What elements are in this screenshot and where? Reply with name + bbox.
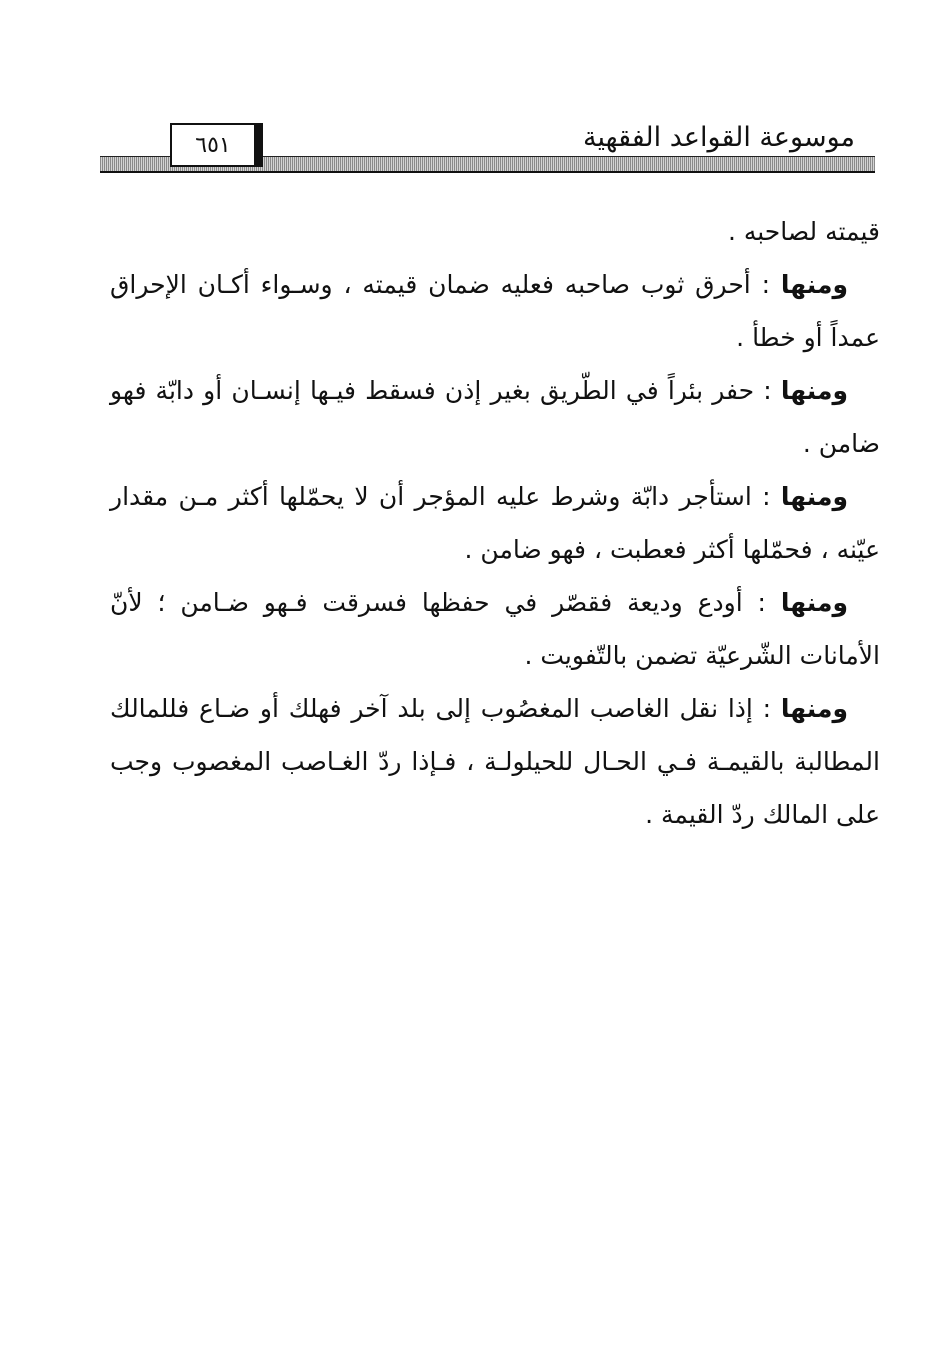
paragraph-text: : استأجر دابّة وشرط عليه المؤجر أن لا يحمّلها أكثر مـن مقدار عيّنه ، فحمّلها أكثر فعطبت ، فهو ضامن . [110, 482, 880, 564]
page-number: ٦٥١ [170, 123, 263, 167]
page-body [110, 205, 880, 841]
paragraph-text: : حفر بئراً في الطّريق بغير إذن فسقط فيـها إنسـان أو دابّة فهو ضامن . [110, 376, 880, 458]
paragraph-lead: ومنها [780, 694, 848, 723]
paragraph-text: : إذا نقل الغاصب المغصُوب إلى بلد آخر فهلك أو ضـاع فللمالك المطالبة بالقيمـة فـي الحـال للحيلولـة ، فـإذا ردّ الغـاصب المغصوب وجب على المالك ردّ القيمة . [110, 694, 880, 829]
book-title: موسوعة القواعد الفقهية [583, 122, 855, 153]
paragraph-text: : أحرق ثوب صاحبه فعليه ضمان قيمته ، وسـواء أكـان الإحراق عمداً أو خطأ . [110, 270, 880, 352]
paragraph-text: : أودع وديعة فقصّر في حفظها فسرقت فـهو ضـامن ؛ لأنّ الأمانات الشّرعيّة تضمن بالتّفويت . [110, 588, 880, 670]
paragraph-lead: ومنها [780, 376, 848, 405]
paragraph-lead: ومنها [780, 482, 848, 511]
paragraph [110, 364, 880, 470]
paragraph [110, 682, 880, 841]
paragraph-lead: ومنها [780, 270, 848, 299]
opening-line: قيمته لصاحبه . [727, 217, 880, 246]
paragraph [110, 470, 880, 576]
paragraph [110, 576, 880, 682]
page-header [100, 118, 875, 178]
paragraph [110, 258, 880, 364]
paragraph-lead: ومنها [780, 588, 848, 617]
